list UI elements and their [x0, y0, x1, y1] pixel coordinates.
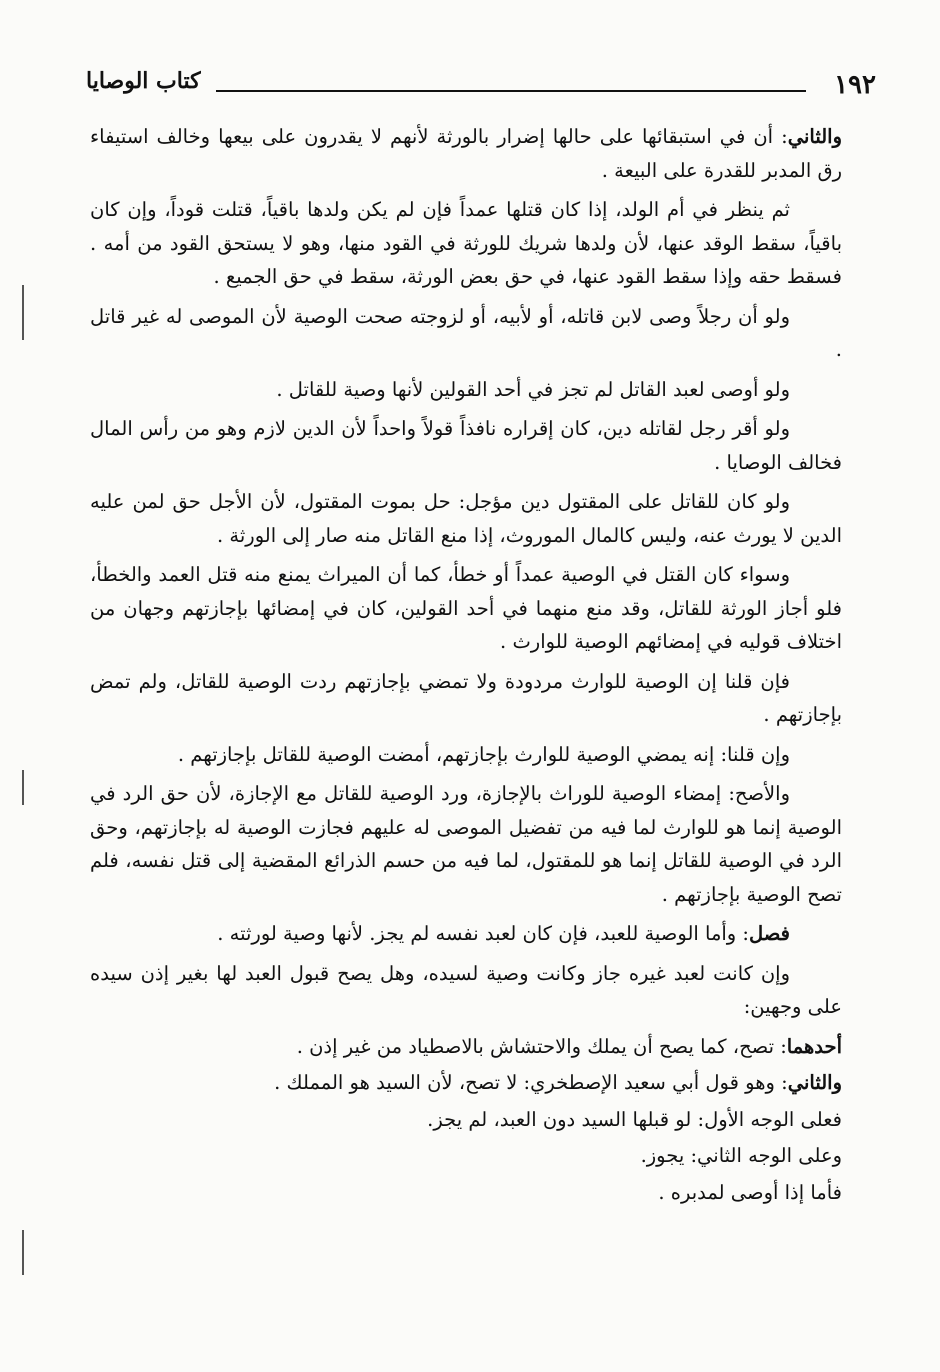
paragraph-text: وسواء كان القتل في الوصية عمداً أو خطأ، كما أن الميراث يمنع منه قتل العمد والخطأ، فلو أجاز الورثة للقاتل، وقد منع منهما في أحد القولين، كان في إمضائها بإجازتهم وجهان من اختلاف قوليه في إمضائهم الوصية للوارث .	[90, 563, 842, 653]
margin-mark	[22, 1230, 24, 1275]
paragraph-text: ولو أن رجلاً وصى لابن قاتله، أو لأبيه، أو لزوجته صحت الوصية لأن الموصى له غير قاتل .	[90, 304, 842, 361]
item-text: فعلى الوجه الأول: لو قبلها السيد دون العبد، لم يجز.	[427, 1107, 842, 1131]
book-title: كتاب الوصايا	[86, 68, 201, 94]
paragraph	[90, 412, 842, 479]
paragraph	[90, 120, 842, 187]
paragraph	[90, 300, 842, 367]
list-item	[90, 1176, 842, 1210]
item-text: وعلى الوجه الثاني: يجوز.	[640, 1144, 842, 1167]
header-rule	[216, 90, 806, 92]
paragraph	[90, 485, 842, 552]
item-text: : تصح، كما يصح أن يملك والاحتشاش بالاصطياد من غير إذن .	[296, 1034, 787, 1058]
item-lead: أحدهما	[786, 1034, 842, 1058]
paragraph	[90, 777, 842, 911]
paragraph	[90, 738, 842, 772]
margin-mark	[22, 285, 24, 340]
item-text: : وهو قول أبي سعيد الإصطخري: لا تصح، لأن السيد هو المملك .	[274, 1071, 788, 1094]
list-item	[90, 1139, 842, 1173]
paragraph	[90, 558, 842, 659]
page-body	[90, 120, 842, 1212]
paragraph	[90, 665, 842, 732]
paragraph-text: ولو كان للقاتل على المقتول دين مؤجل: حل بموت المقتول، لأن الأجل حق لمن عليه الدين لا يورث عنه، وليس كالمال الموروث، إذا منع القاتل منه صار إلى الورثة .	[90, 490, 842, 547]
paragraph	[90, 193, 842, 294]
paragraph-text: ولو أقر رجل لقاتله دين، كان إقراره نافذاً قولاً واحداً لأن الدين لازم وهو من رأس المال فخالف الوصايا .	[90, 417, 842, 474]
paragraph	[90, 957, 842, 1024]
page-number: ١٩٢	[834, 70, 876, 100]
paragraph-text: ولو أوصى لعبد القاتل لم تجز في أحد القولين لأنها وصية للقاتل .	[276, 377, 790, 401]
paragraph-text: وإن قلنا: إنه يمضي الوصية للوارث بإجازتهم، أمضت الوصية للقاتل بإجازتهم .	[177, 742, 790, 766]
paragraph	[90, 917, 842, 951]
paragraph-lead: والثاني	[787, 125, 842, 148]
margin-mark	[22, 770, 24, 805]
paragraph-text: ثم ينظر في أم الولد، إذا كان قتلها عمداً فإن لم يكن ولدها باقياً، قتلت قوداً، وإن كان باقياً، سقط الوقد عنها، لأن ولدها شريك للورثة في القود منها، وهو لا يستحق القود من أمه . فسقط حقه وإذا سقط القود عنها، في حق بعض الورثة، سقط في حق الجميع .	[90, 198, 842, 288]
list-item	[90, 1066, 842, 1100]
paragraph-text: وإن كانت لعبد غيره جاز وكانت وصية لسيده، وهل يصح قبول العبد لها بغير إذن سيده على وجهين:	[90, 961, 842, 1018]
item-text: فأما إذا أوصى لمدبره .	[658, 1180, 842, 1204]
page-header	[86, 66, 876, 106]
list-item	[90, 1030, 842, 1064]
paragraph-text: : وأما الوصية للعبد، فإن كان لعبد نفسه لم يجز. لأنها وصية لورثته .	[217, 922, 749, 945]
list-item	[90, 1103, 842, 1137]
item-lead: والثاني	[787, 1071, 842, 1094]
paragraph-text: والأصح: إمضاء الوصية للوراث بالإجازة، ورد الوصية للقاتل مع الإجازة، لأن حق الرد في الوصية إنما هو للوارث لما فيه من تفضيل الموصى له عليهم فجازت الوصية له بإجازتهم، وحق الرد في الوصية للقاتل إنما هو للمقتول، لما فيه من حسم الذرائع المقضية إلى قتل نفسه، فلم تصح الوصية بإجازتهم .	[90, 782, 842, 906]
paragraph-lead: فصل	[749, 922, 790, 945]
paragraph-text: : أن في استبقائها على حالها إضرار بالورثة لأنهم لا يقدرون على بيعها وخالف استيفاء رق المدبر للقدرة على البيعة .	[90, 125, 842, 182]
paragraph-text: فإن قلنا إن الوصية للوارث مردودة ولا تمضي بإجازتهم ردت الوصية للقاتل، ولم تمض بإجازتهم .	[90, 669, 842, 726]
paragraph	[90, 373, 842, 407]
